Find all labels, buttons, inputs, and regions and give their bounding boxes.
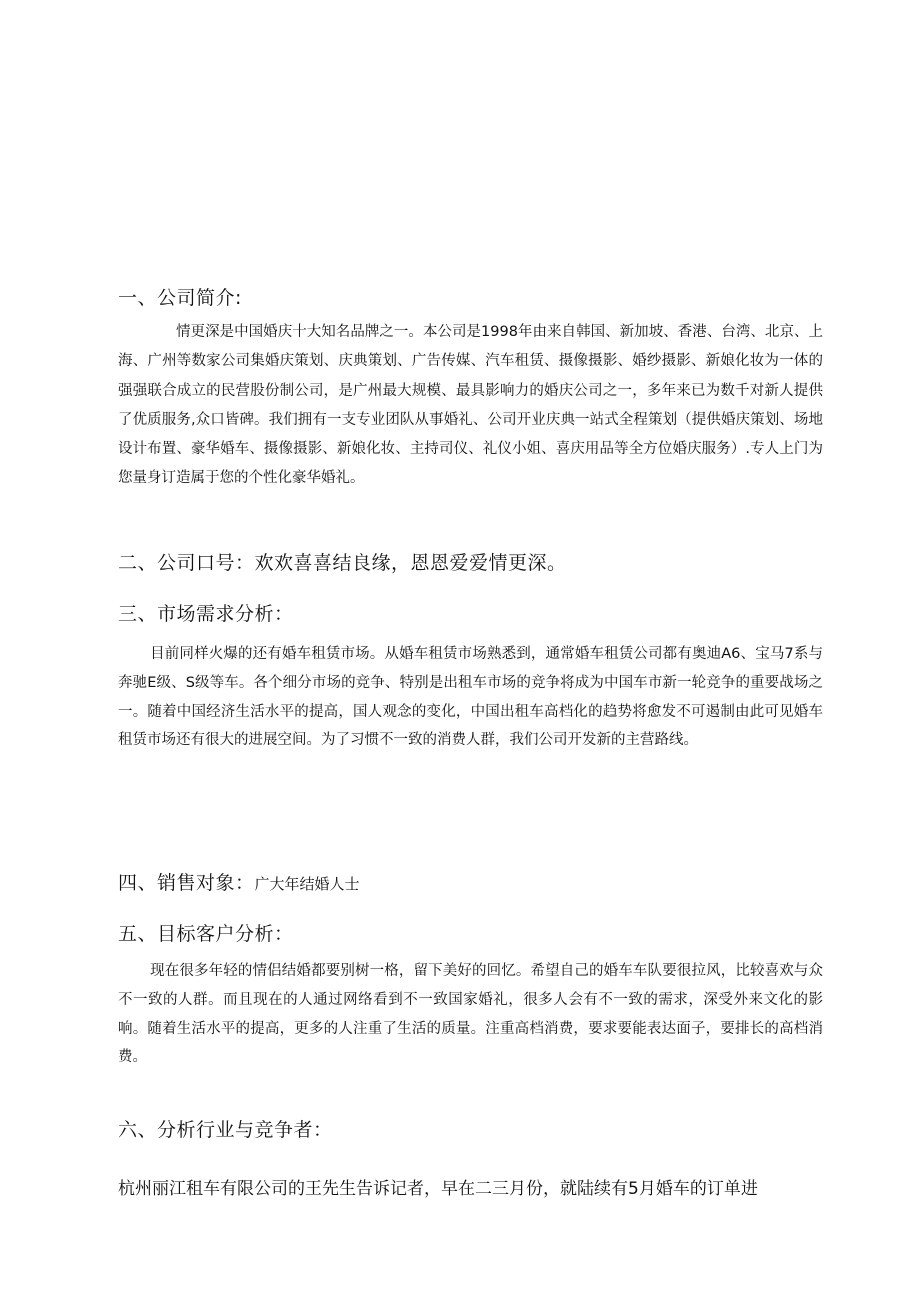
section-heading-company-slogan: 二、公司口号：欢欢喜喜结良缘，恩恩爱爱情更深。 <box>118 552 567 574</box>
section-paragraph-market-demand <box>118 640 823 755</box>
section-heading-company-intro: 一、公司简介: <box>118 287 242 309</box>
section-heading-industry-competitors: 六、分析行业与竞争者： <box>118 1119 333 1141</box>
market-demand-text: 目前同样火爆的还有婚车租赁市场。从婚车租赁市场熟悉到，通常婚车租赁公司都有奥迪A6、宝马7系与奔驰E级、S级等车。各个细分市场的竞争、特别是出租车市场的竞争将成为中国车市新一轮竞争的重要战场之一。随着中国经济生活水平的提高，国人观念的变化，中国出租车高档化的趋势将愈发不可遏制由此可见婚车租赁市场还有很大的进展空间。为了习惯不一致的消费人群，我们公司开发新的主营路线。 <box>118 646 823 749</box>
section-heading-market-demand: 三、市场需求分析： <box>118 603 294 625</box>
section-paragraph-company-intro <box>118 318 823 494</box>
section-paragraph-target-customer <box>118 957 823 1072</box>
section-paragraph-industry-competitors: 杭州丽江租车有限公司的王先生告诉记者，早在二三月份，就陆续有5月婚车的订单进 <box>118 1179 758 1199</box>
target-customer-text: 现在很多年轻的情侣结婚都要别树一格，留下美好的回忆。希望自己的婚车车队要很拉风，比较喜欢与众不一致的人群。而且现在的人通过网络看到不一致国家婚礼，很多人会有不一致的需求，深受外来文化的影响。随着生活水平的提高，更多的人注重了生活的质量。注重高档消费，要求要能表达面子，要排长的高档消费。 <box>118 963 823 1066</box>
sales-target-value: 广大年结婚人士 <box>254 875 360 893</box>
section-heading-target-customer: 五、目标客户分析： <box>118 923 294 945</box>
section-heading-sales-target <box>118 871 360 896</box>
sales-target-label: 四、销售对象： <box>118 872 255 894</box>
company-intro-text: 情更深是中国婚庆十大知名品牌之一。本公司是1998年由来自韩国、新加坡、香港、台湾、北京、上海、广州等数家公司集婚庆策划、庆典策划、广告传媒、汽车租赁、摄像摄影、婚纱摄影、新娘化妆为一体的强强联合成立的民营股份制公司，是广州最大规模、最具影响力的婚庆公司之一，多年来已为数千对新人提供了优质服务,众口皆碑。我们拥有一支专业团队从事婚礼、公司开业庆典一站式全程策划（提供婚庆策划、场地设计布置、豪华婚车、摄像摄影、新娘化妆、主持司仪、礼仪小姐、喜庆用品等全方位婚庆服务）.专人上门为您量身订造属于您的个性化豪华婚礼。 <box>118 324 823 487</box>
